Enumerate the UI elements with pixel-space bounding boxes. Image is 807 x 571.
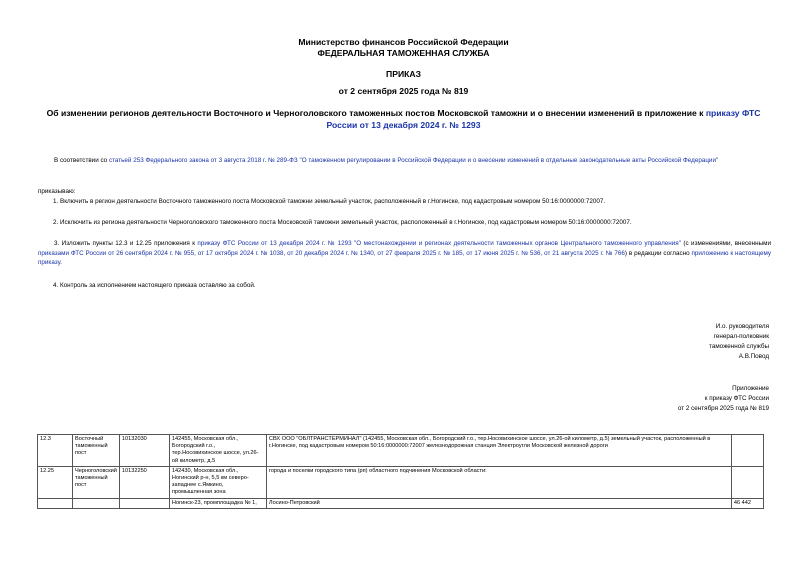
- item3-text-mid: (с изменениями, внесенными: [680, 240, 772, 247]
- appendix-header: [678, 384, 769, 414]
- appendix-date: от 2 сентября 2025 года № 819: [677, 405, 769, 412]
- signature-name: А.В.Повод: [738, 353, 769, 360]
- signature-block: [709, 322, 769, 362]
- doc-title: [36, 107, 771, 131]
- table-cell-name: Восточный таможенный пост: [73, 435, 120, 467]
- table-cell-address: 142430, Московская обл., Ногинский р-н, 5,5 км северо-западнее с.Ямкино, промышленная зона: [169, 466, 266, 498]
- paragraph-item-2: 2. Исключить из региона деятельности Черноголовского таможенного поста Московской таможни земельный участок, расположенный в г.Ногинске, под кадастровым номером 50:16:0000000:72007.: [53, 219, 632, 226]
- signature-service: таможенной службы: [709, 343, 769, 350]
- table-cell-code: 10132030: [119, 435, 169, 467]
- table-cell-region: города и поселки городского типа (рп) областного подчинения Московской области:: [266, 466, 731, 498]
- table-cell-address: Ногинск-23, промплощадка № 1,: [169, 498, 266, 508]
- service-name: ФЕДЕРАЛЬНАЯ ТАМОЖЕННАЯ СЛУЖБА: [317, 48, 490, 58]
- paragraph-item-1: 1. Включить в регион деятельности Восточного таможенного поста Московской таможни земельный участок, расположенный в г.Ногинске, под кадастровым номером 50:16:0000000:72007.: [53, 198, 606, 205]
- paragraph-item-4: 4. Контроль за исполнением настоящего приказа оставляю за собой.: [53, 282, 256, 289]
- table-cell-value: [731, 435, 763, 467]
- order-word: приказываю:: [38, 188, 76, 195]
- table-cell-code: [119, 498, 169, 508]
- item3-text-end: .: [60, 259, 62, 267]
- paragraph-basis: [38, 156, 771, 166]
- table-row: [38, 435, 764, 467]
- table-cell-name: Черноголовский таможенный пост: [73, 466, 120, 498]
- appendix-title: Приложение: [732, 385, 769, 392]
- table-row: [38, 466, 764, 498]
- item3-text-post: ) в редакции согласно: [624, 249, 692, 257]
- table-cell-num: 12.25: [38, 466, 73, 498]
- appendix-ref: к приказу ФТС России: [704, 395, 769, 402]
- table-cell-region: Лосино-Петровский: [266, 498, 731, 508]
- doc-date-number: от 2 сентября 2025 года № 819: [338, 86, 469, 96]
- appendix-table: [37, 434, 764, 509]
- table-cell-address: 142455, Московская обл., Богородский г.о., тер.Носовихинское шоссе, ул.26-ой километр, д.5: [169, 435, 266, 467]
- table-cell-num: 12.3: [38, 435, 73, 467]
- basis-text: В соответствии со: [54, 157, 109, 164]
- table-cell-value: 46 442: [731, 498, 763, 508]
- signature-position: И.о. руководителя: [715, 323, 769, 330]
- paragraph-item-3: [38, 239, 771, 268]
- order-1293-link[interactable]: приказу ФТС России от 13 декабря 2024 г. № 1293 "О местонахождении и регионах деятельности таможенных органов Центрального таможенного управления": [197, 240, 681, 247]
- table-cell-name: [73, 498, 120, 508]
- doc-title-text: Об изменении регионов деятельности Восточного и Черноголовского таможенных постов Московской таможни и о внесении изменений в приложение к: [46, 108, 706, 118]
- law-link[interactable]: статьей 253 Федерального закона от 3 августа 2018 г. № 289-ФЗ "О таможенном регулировании в Российской Федерации и о внесении изменений в отдельные законодательные акты Российской Федерации": [108, 157, 719, 164]
- item3-text: 3. Изложить пункты 12.3 и 12.25 приложения к: [54, 240, 198, 247]
- table-cell-num: [38, 498, 73, 508]
- doc-type: ПРИКАЗ: [386, 69, 421, 79]
- signature-rank: генерал-полковник: [713, 333, 769, 340]
- table-cell-value: [731, 466, 763, 498]
- appendix-link[interactable]: приложению к настоящему приказу: [38, 249, 771, 267]
- ministry-name: Министерство финансов Российской Федерации: [298, 37, 509, 47]
- amendments-link[interactable]: приказами ФТС России от 26 сентября 2024 г. № 955, от 17 октября 2024 г. № 1038, от 20 декабря 2024 г. № 1340, от 27 февраля 2025 г. № 185, от 17 июня 2025 г. № 536, от 21 августа 2025 г. № 766: [38, 249, 625, 257]
- doc-title-link[interactable]: приказу ФТС России от 13 декабря 2024 г. № 1293: [326, 108, 761, 130]
- table-cell-region: СВХ ООО "ОБЛТРАНСТЕРМИНАЛ" (142455, Московская обл., Богородский г.о., тер.Носовихинское шоссе, ул.26-ой километр, д.5) земельный участок, расположенный в г.Ногинске, под кадастровым номером 50:16:0000000:72007 железнодорожная станция Электроугли Московской железной дороги: [266, 435, 731, 467]
- table-cell-code: 10132250: [119, 466, 169, 498]
- table-row: [38, 498, 764, 508]
